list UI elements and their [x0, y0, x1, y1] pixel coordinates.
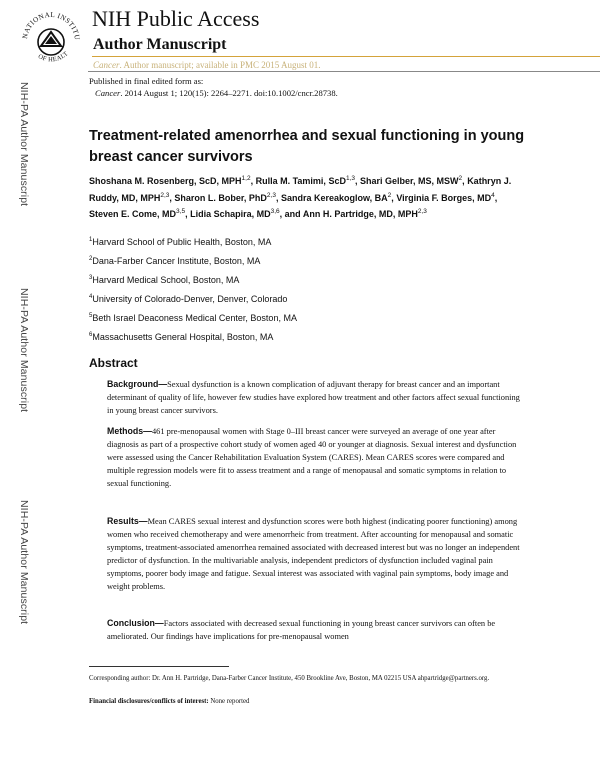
- author-affiliation-ref: 1,3: [345, 175, 355, 182]
- affiliation-5: $^5$Beth Israel Deaconess Medical Center, Boston, MA: [89, 313, 297, 323]
- author-name: Sharon L. Bober, PhD: [174, 192, 267, 203]
- author-affiliation-ref: 2,3: [417, 208, 427, 215]
- author-name: Ann H. Partridge, MD, MPH: [302, 209, 418, 219]
- author-name: Sandra Kereakoglow, BA: [280, 192, 388, 203]
- sidebar-label-3: NIH-PA Author Manuscript: [18, 500, 30, 625]
- affiliation-6: $^6$Massachusetts General Hospital, Boston, MA: [89, 332, 274, 342]
- author-affiliation-ref: 3,5: [176, 208, 186, 215]
- author-separator: , and: [279, 209, 303, 219]
- nih-public-access-title: NIH Public Access: [92, 6, 260, 31]
- author-affiliation-ref: 2,3: [266, 191, 276, 199]
- background-label: Background—: [107, 379, 168, 389]
- conclusion-label: Conclusion—: [107, 618, 164, 628]
- author-list: [89, 172, 529, 222]
- affiliation-2: $^2$Dana-Farber Cancer Institute, Boston, MA: [89, 256, 261, 266]
- affiliation-3: $^3$Harvard Medical School, Boston, MA: [89, 275, 240, 285]
- author-manuscript-subtitle: Author Manuscript: [93, 36, 227, 53]
- nih-seal-icon: [18, 8, 84, 68]
- published-label: Published in final edited form as:: [89, 76, 204, 86]
- author-separator: ,: [355, 176, 361, 186]
- author-name: Virginia F. Borges, MD: [396, 192, 492, 203]
- availability-journal: Cancer: [93, 60, 120, 70]
- conclusion-text: Factors associated with decreased sexual functioning in young breast cancer survivors can often be ameliorated. Our findings have implications for pre-menopausal women: [107, 619, 496, 641]
- methods-text: 461 pre-menopausal women with Stage 0–III breast cancer were surveyed an average of one year after diagnosis as part of a prospective cohort study of women aged 40 or younger at diagnosis. Sexual interest and dysfunction were assessed using the Cancer Rehabilitation Evaluation System (CARES). Mean CARES scores were compared and multiple regression models were fit to assess treatment and a range of menopausal and somatic symptoms in relation to sexual functioning.: [107, 427, 517, 488]
- methods-label: Methods—: [107, 426, 152, 436]
- affiliation-1: $^1$Harvard School of Public Health, Boston, MA: [89, 237, 272, 247]
- abstract-background: [107, 378, 527, 417]
- author-separator: ,: [391, 192, 397, 203]
- background-text: Sexual dysfunction is a known complication of adjuvant therapy for breast cancer and an important determinant of quality of life, however few studies have explored how treatment and other factors affect sexual functioning in young breast cancer survivors.: [107, 380, 520, 415]
- author-affiliation-ref: 2: [387, 191, 392, 199]
- author-separator: ,: [494, 192, 498, 203]
- sidebar-label-1: NIH-PA Author Manuscript: [18, 82, 30, 207]
- author-affiliation-ref: 2,3: [160, 191, 170, 199]
- author-affiliation-ref: 4: [491, 191, 495, 199]
- author-name: Shari Gelber, MS, MSW: [360, 176, 459, 186]
- abstract-heading: Abstract: [89, 356, 138, 370]
- sidebar-label-2: NIH-PA Author Manuscript: [18, 288, 30, 413]
- abstract-conclusion: [107, 617, 527, 643]
- header-divider: [92, 56, 600, 57]
- header-rule: [88, 71, 600, 72]
- availability-note: [93, 60, 321, 70]
- results-text: Mean CARES sexual interest and dysfunction scores were both highest (indicating poorer functioning) among women who received chemotherapy and were amenorrheic from treatment. After accounting for menopausal and somatic symptoms, treatment-associated amenorrhea remained associated with decreased interest but was no longer an independent predictor of dysfunction. In the multivariable analysis, independent predictors of dysfunction included vaginal pain symptoms, poorer body image and fatigue. Sexual interest was associated with vaginal pain symptoms, body image and weight problems.: [107, 517, 520, 591]
- results-label: Results—: [107, 516, 148, 526]
- author-name: Lidia Schapira, MD: [190, 209, 271, 219]
- affiliation-4: $^4$University of Colorado-Denver, Denver, Colorado: [89, 294, 288, 304]
- svg-text:OF HEALTH: OF HEALT: [36, 50, 70, 64]
- author-name: Shoshana M. Rosenberg, ScD, MPH: [89, 176, 242, 186]
- nih-seal-logo: [18, 8, 84, 68]
- author-separator: ,: [250, 176, 256, 186]
- citation: [89, 87, 338, 99]
- abstract-results: [107, 515, 527, 593]
- corresponding-author-note: Corresponding author: Dr. Ann H. Partridge, Dana-Farber Cancer Institute, 450 Brookline Ave, Boston, MA 02215 USA ahpartridge@partners.org.: [89, 675, 490, 682]
- author-affiliation-ref: 1,2: [241, 175, 251, 182]
- financial-disclosure-note: [89, 697, 509, 707]
- author-separator: ,: [169, 192, 175, 203]
- author-separator: ,: [185, 209, 191, 219]
- author-name: Rulla M. Tamimi, ScD: [255, 176, 346, 186]
- disclosure-label: Financial disclosures/conflicts of interest:: [89, 698, 209, 705]
- citation-text: . 2014 August 1; 120(15): 2264–2271. doi:10.1002/cncr.28738.: [120, 88, 338, 98]
- publication-info: [89, 75, 338, 99]
- svg-text:NATIONAL INSTITUTES: NATIONAL INSTITU: [21, 10, 82, 41]
- author-affiliation-ref: 3,6: [270, 208, 280, 215]
- abstract-methods: [107, 425, 527, 490]
- author-name: Kathryn J. Ruddy, MD, MPH: [89, 176, 512, 203]
- author-affiliation-ref: 2: [458, 175, 463, 182]
- article-title: Treatment-related amenorrhea and sexual functioning in young breast cancer survivors: [89, 128, 525, 165]
- disclosure-text: None reported: [208, 698, 250, 705]
- author-name: Steven E. Come, MD: [89, 209, 177, 219]
- citation-journal: Cancer: [95, 88, 121, 98]
- author-separator: ,: [275, 192, 281, 203]
- availability-text: . Author manuscript; available in PMC 2015 August 01.: [119, 60, 321, 70]
- footnote-rule: [89, 666, 229, 667]
- author-separator: ,: [462, 176, 468, 186]
